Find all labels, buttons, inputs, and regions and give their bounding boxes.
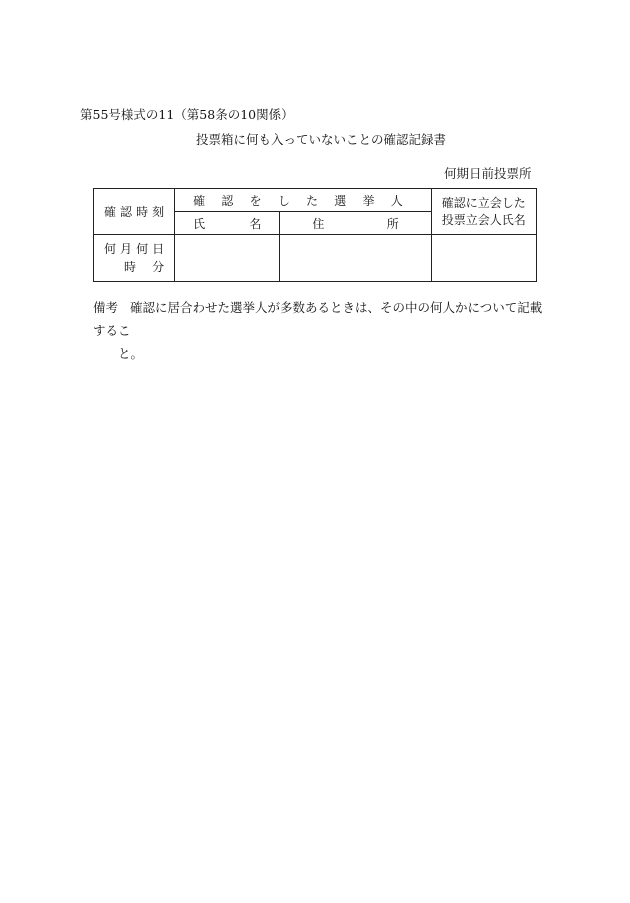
header-voter-name: 氏 名	[175, 212, 280, 235]
remark-note	[93, 296, 553, 365]
remark-text-line2: と。	[118, 346, 144, 361]
remark-label: 備考	[93, 300, 119, 315]
document-title: 投票箱に何も入っていないことの確認記録書	[196, 132, 447, 147]
form-number: 第55号様式の11（第58条の10関係）	[80, 107, 294, 122]
header-confirmation-time: 確 認 時 刻	[94, 189, 175, 235]
header-voter-address: 住 所	[280, 212, 431, 235]
cell-voter-name[interactable]	[175, 235, 280, 282]
cell-witness-name[interactable]	[431, 235, 536, 282]
header-confirming-voters: 確 認 を し た 選 挙 人	[175, 189, 432, 212]
remark-text-line1: 確認に居合わせた選挙人が多数あるときは、その中の何人かについて記載するこ	[93, 300, 543, 338]
confirmation-record-table	[93, 188, 537, 282]
header-witness-name: 確認に立会した 投票立会人氏名	[431, 189, 536, 235]
cell-datetime: 何 月 何 日 時 分	[94, 235, 175, 282]
polling-station-name: 何期日前投票所	[444, 166, 532, 181]
cell-voter-address[interactable]	[280, 235, 431, 282]
